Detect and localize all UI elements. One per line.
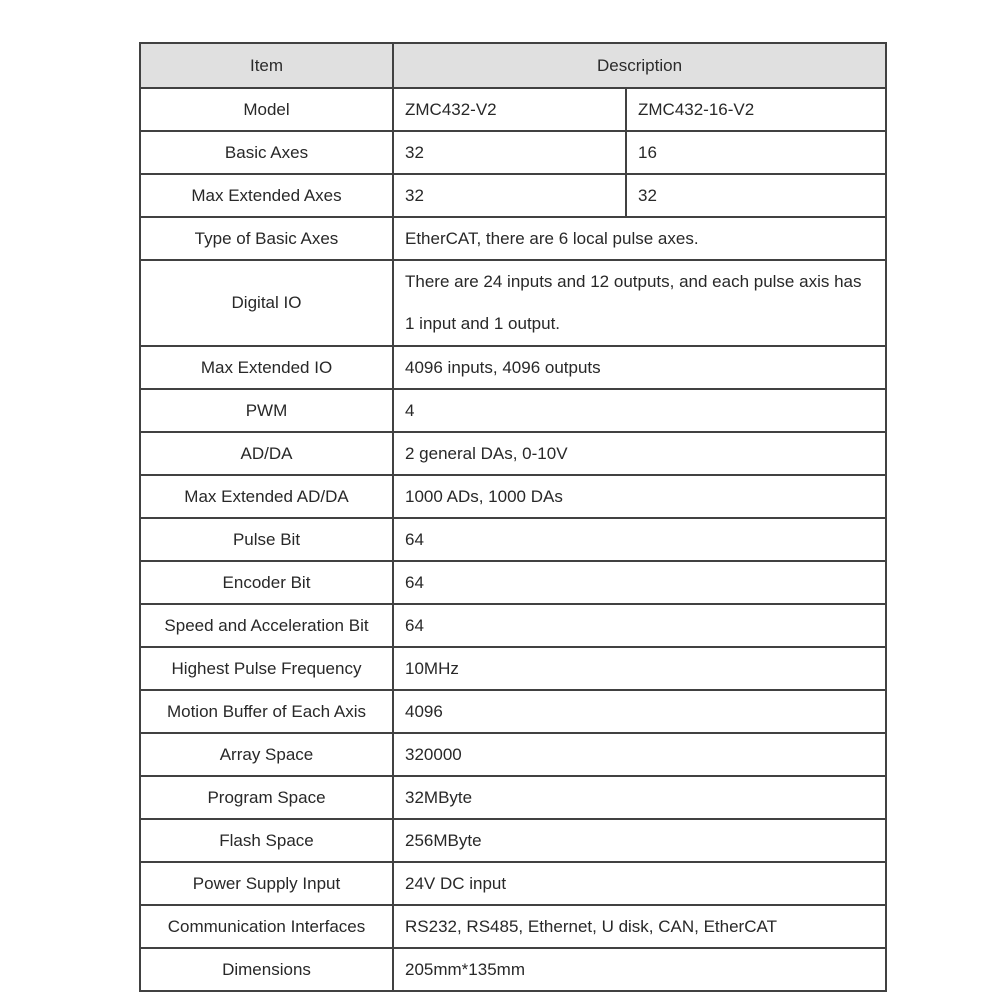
table-row (140, 88, 886, 131)
item-cell: Digital IO (140, 260, 393, 346)
spec-table-body (140, 88, 886, 991)
table-row (140, 561, 886, 604)
table-row (140, 647, 886, 690)
table-row (140, 346, 886, 389)
item-cell: Max Extended AD/DA (140, 475, 393, 518)
table-row (140, 819, 886, 862)
table-row (140, 260, 886, 346)
description-cell: 32 (393, 131, 626, 174)
description-cell: There are 24 inputs and 12 outputs, and each pulse axis has 1 input and 1 output. (393, 260, 886, 346)
description-cell: 24V DC input (393, 862, 886, 905)
item-cell: Max Extended IO (140, 346, 393, 389)
table-header (140, 43, 886, 88)
item-cell: Type of Basic Axes (140, 217, 393, 260)
table-row (140, 389, 886, 432)
description-cell: 16 (626, 131, 886, 174)
item-cell: Model (140, 88, 393, 131)
description-cell: 2 general DAs, 0-10V (393, 432, 886, 475)
description-cell: 64 (393, 561, 886, 604)
item-cell: Speed and Acceleration Bit (140, 604, 393, 647)
item-cell: Basic Axes (140, 131, 393, 174)
item-cell: Program Space (140, 776, 393, 819)
description-cell: 32 (626, 174, 886, 217)
table-row (140, 862, 886, 905)
description-cell: 205mm*135mm (393, 948, 886, 991)
table-row (140, 217, 886, 260)
description-cell: EtherCAT, there are 6 local pulse axes. (393, 217, 886, 260)
item-cell: Motion Buffer of Each Axis (140, 690, 393, 733)
description-cell: 256MByte (393, 819, 886, 862)
description-cell: 10MHz (393, 647, 886, 690)
description-cell: 4 (393, 389, 886, 432)
item-cell: Communication Interfaces (140, 905, 393, 948)
item-cell: Flash Space (140, 819, 393, 862)
description-cell: 4096 inputs, 4096 outputs (393, 346, 886, 389)
description-cell: 4096 (393, 690, 886, 733)
table-row (140, 475, 886, 518)
table-row (140, 948, 886, 991)
description-cell: 320000 (393, 733, 886, 776)
table-row (140, 518, 886, 561)
header-row (140, 43, 886, 88)
item-cell: Power Supply Input (140, 862, 393, 905)
item-cell: Dimensions (140, 948, 393, 991)
table-row (140, 776, 886, 819)
header-description: Description (393, 43, 886, 88)
table-row (140, 733, 886, 776)
item-cell: Encoder Bit (140, 561, 393, 604)
description-cell: ZMC432-16-V2 (626, 88, 886, 131)
description-cell: 32 (393, 174, 626, 217)
table-row (140, 131, 886, 174)
table-row (140, 690, 886, 733)
description-cell: 1000 ADs, 1000 DAs (393, 475, 886, 518)
table-row (140, 604, 886, 647)
item-cell: Array Space (140, 733, 393, 776)
item-cell: PWM (140, 389, 393, 432)
item-cell: AD/DA (140, 432, 393, 475)
description-cell: ZMC432-V2 (393, 88, 626, 131)
description-cell: 32MByte (393, 776, 886, 819)
table-row (140, 174, 886, 217)
table-row (140, 432, 886, 475)
description-cell: 64 (393, 518, 886, 561)
table-row (140, 905, 886, 948)
item-cell: Max Extended Axes (140, 174, 393, 217)
item-cell: Highest Pulse Frequency (140, 647, 393, 690)
description-cell: 64 (393, 604, 886, 647)
specification-table (139, 42, 887, 992)
header-item: Item (140, 43, 393, 88)
item-cell: Pulse Bit (140, 518, 393, 561)
description-cell: RS232, RS485, Ethernet, U disk, CAN, EtherCAT (393, 905, 886, 948)
